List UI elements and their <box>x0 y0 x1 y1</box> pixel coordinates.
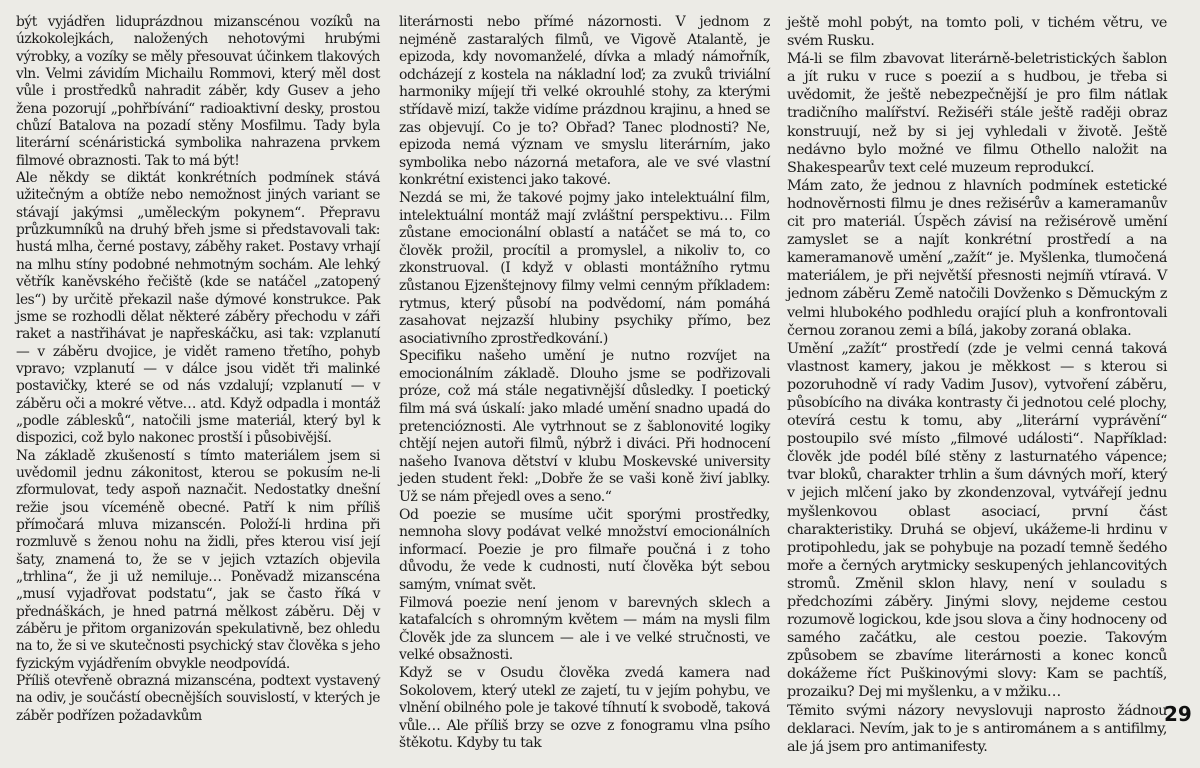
paragraph: být vyjádřen liduprázdnou mizanscénou vozíků na úzkokolejkách, naložených nehotovými hrubými výrobky, a vozíky se měly přesouvat účinkem tlakových vln. Velmi závidím Michailu Rommovi, který měl dost vůle i prostředků nahradit záběr, kdy Gusev a jeho žena pozorují „pohřbívání“ radioaktivní desky, prostou chůzí Batalova na pozadí stěny Mosfilmu. Tady byla literární scénáristická symbolika nahrazena prvkem filmové obraznosti. Tak to má být! <box>16 14 380 169</box>
text-column-3 <box>787 14 1167 756</box>
paragraph: Filmová poezie není jenom v barevných sklech a katafalcích s ohromným květem — mám na mysli film Člověk jde za sluncem — ale i ve velké stručnosti, ve velké obsažnosti. <box>399 594 770 664</box>
text-column-1 <box>16 14 380 725</box>
paragraph: Příliš otevřeně obrazná mizanscéna, podtext vystavený na odiv, je součástí obecnějších souvislostí, v kterých je záběr podřízen požadavkům <box>16 673 380 724</box>
paragraph: literárnosti nebo přímé názornosti. V jednom z nejméně zastaralých filmů, ve Vigově Atalantě, je epizoda, kdy novomanželé, dívka a mladý námořník, odcházejí z kostela na nákladní loď; za zvuků triviální harmoniky míjejí tři velké okrouhlé stohy, za kterými střídavě mizí, takže vidíme prázdnou krajinu, a hned se zas objevují. Co je to? Obřad? Tanec plodnosti? Ne, epizoda nemá význam ve smyslu literárním, jako symbolika nebo názorná metafora, ale ve své vlastní konkrétní existenci jako takové. <box>399 14 770 189</box>
paragraph: Ale někdy se diktát konkrétních podmínek stává užitečným a obtíže nebo nemožnost jiných variant se stávají jakýmsi „uměleckým pokynem“. Přepravu průzkumníků na druhý břeh jsme si představovali tak: hustá mlha, černé postavy, záběhy raket. Postavy vrhají na mlhu stíny podobné nehmotným sochám. Ale lehký větřík kaněvského řečiště (kde se natáčel „zatopený les“) by určitě překazil naše dýmové konstrukce. Pak jsme se rozhodli dělat některé záběry přechodu v záři raket a nastřihávat je napřeskáčku, asi tak: vzplanutí — v záběru dvojice, je vidět rameno třetího, pohyb vpravo; vzplanutí — v dálce jsou vidět tři malinké postavičky, které se od nás vzdalují; vzplanutí — v záběru oči a mokré větve… atd. Když odpadla i montáž „podle záblesků“, natočili jsme materiál, který byl k dispozici, což bylo nakonec prostší i působivější. <box>16 170 380 447</box>
paragraph: Nezdá se mi, že takové pojmy jako intelektuální film, intelektuální montáž mají zvláštní perspektivu… Film zůstane emocionální oblastí a natáčet se má to, co člověk prožil, procítil a promyslel, a nikoliv to, co zkonstruoval. (I když v oblasti montážního rytmu zůstanou Ejzenštejnovy filmy velmi cenným příkladem: rytmus, který působí na podvědomí, nám pomáhá zasahovat nejzazší hlubiny psychiky přímo, bez asociativního zprostředkování.) <box>399 189 770 347</box>
paragraph: Mám zato, že jednou z hlavních podmínek estetické hodnověrnosti filmu je dnes režisérův a kameramanův cit pro materiál. Úspěch závisí na režisérově umění zamyslet se a najít konkrétní prostředí a na kameramanově umění „zažít“ je. Myšlenka, tlumočená materiálem, je při největší přesnosti nejmíň vtíravá. V jednom záběru Země natočili Dovženko s Děmuckým z velmi hlubokého podhledu orající pluh a konfrontovali černou zoranou zemi a bílá, jakoby zoraná oblaka. <box>787 177 1167 339</box>
paragraph: Specifiku našeho umění je nutno rozvíjet na emocionálním základě. Dlouho jsme se podřizovali próze, což má stále negativnější důsledky. I poetický film má svá úskalí: jako mladé umění snadno upadá do pretencióznosti. Ale vytrhnout se z šablonovité logiky chtějí nejen autoři filmů, nýbrž i diváci. Při hodnocení našeho Ivanova dětství v klubu Moskevské university jeden student řekl: „Dobře že se vaši koně živí jablky. Už se nám přejedl oves a seno.“ <box>399 348 770 506</box>
paragraph: Na základě zkušeností s tímto materiálem jsem si uvědomil jednu zákonitost, kterou se pokusím ne-li zformulovat, tedy aspoň naznačit. Nedostatky dnešní režie jsou víceméně obecné. Patří k nim příliš přímočará mluva mizanscén. Položí-li hrdina při rozmluvě s ženou nohu na židli, přes kterou visí její šaty, znamená to, že se v jejich vztazích objevila „trhlina“, že ji už nemiluje… Poněvadž mizanscéna „musí vyjadřovat podstatu“, jak se často říká v přednáškách, je hned patrná mělkost záběru. Děj v záběru je přitom organizován spekulativně, bez ohledu na to, že si ve skutečnosti psychický stav člověka s jeho fyzickým vyjádřením obvykle neodpovídá. <box>16 447 380 672</box>
paragraph: Když se v Osudu člověka zvedá kamera nad Sokolovem, který utekl ze zajetí, tu v jejím pohybu, ve vlnění obilného pole je takové tíhnutí k svobodě, taková vůle… Ale příliš brzy se ozve z fonogramu vlna psího štěkotu. Kdyby tu tak <box>399 664 770 752</box>
paragraph: Od poezie se musíme učit sporými prostředky, nemnoha slovy podávat velké množství emocionálních informací. Poezie je pro filmaře poučná i z toho důvodu, že vede k cudnosti, nutí člověka být sebou samým, vnímat svět. <box>399 506 770 593</box>
text-column-2 <box>399 14 770 753</box>
paragraph: ještě mohl pobýt, na tomto poli, v tichém větru, ve svém Rusku. <box>787 15 1167 50</box>
paragraph: Těmito svými názory nevyslovuji naprosto žádnou deklaraci. Nevím, jak to je s antirománem a s antifilmy, ale já jsem pro antimanifesty. <box>787 702 1167 755</box>
paragraph: Má-li se film zbavovat literárně-beletristických šablon a jít ruku v ruce s poezií a s hudbou, je třeba si uvědomit, že ještě nebezpečnější je pro film nátlak tradičního malířství. Režiséři stále ještě raději obraz konstruují, než by si jej vyhledali v životě. Ještě nedávno bylo možné ve filmu Othello naložit na Shakespearův text celé muzeum reprodukcí. <box>787 51 1167 176</box>
page-number: 29 <box>1164 702 1192 726</box>
paragraph: Umění „zažít“ prostředí (zde je velmi cenná taková vlastnost kamery, jakou je měkkost — s kterou si pozoruhodně ví rady Vadim Jusov), vytvoření záběru, působícího na diváka kontrasty či jednotou celé plochy, otevírá cestu k tomu, aby „literární vyprávění“ postoupilo své místo „filmové události“. Například: člověk jde podél bílé stěny z lasturnatého vápence; tvar bloků, charakter trhlin a šum dávných moří, který v jejich mlčení jako by zkondenzoval, vytvářejí jednu myšlenkovou oblast asociací, první část charakteristiky. Druhá se objeví, ukážeme-li hrdinu v protipohledu, jak se pohybuje na pozadí temně šedého moře a černých arytmicky seskupených jehlancovitých stromů. Změnil sklon hlavy, není v souladu s předchozími záběry. Jinými slovy, nejdeme cestou rozumově logickou, kde jsou slova a činy hodnoceny od samého začátku, ale cestou poezie. Takovým způsobem se zbavíme literárnosti a konec konců dokážeme říct Puškinovými slovy: Kam se pachtíš, prozaiku? Dej mi myšlenku, a v mžiku… <box>787 340 1167 701</box>
